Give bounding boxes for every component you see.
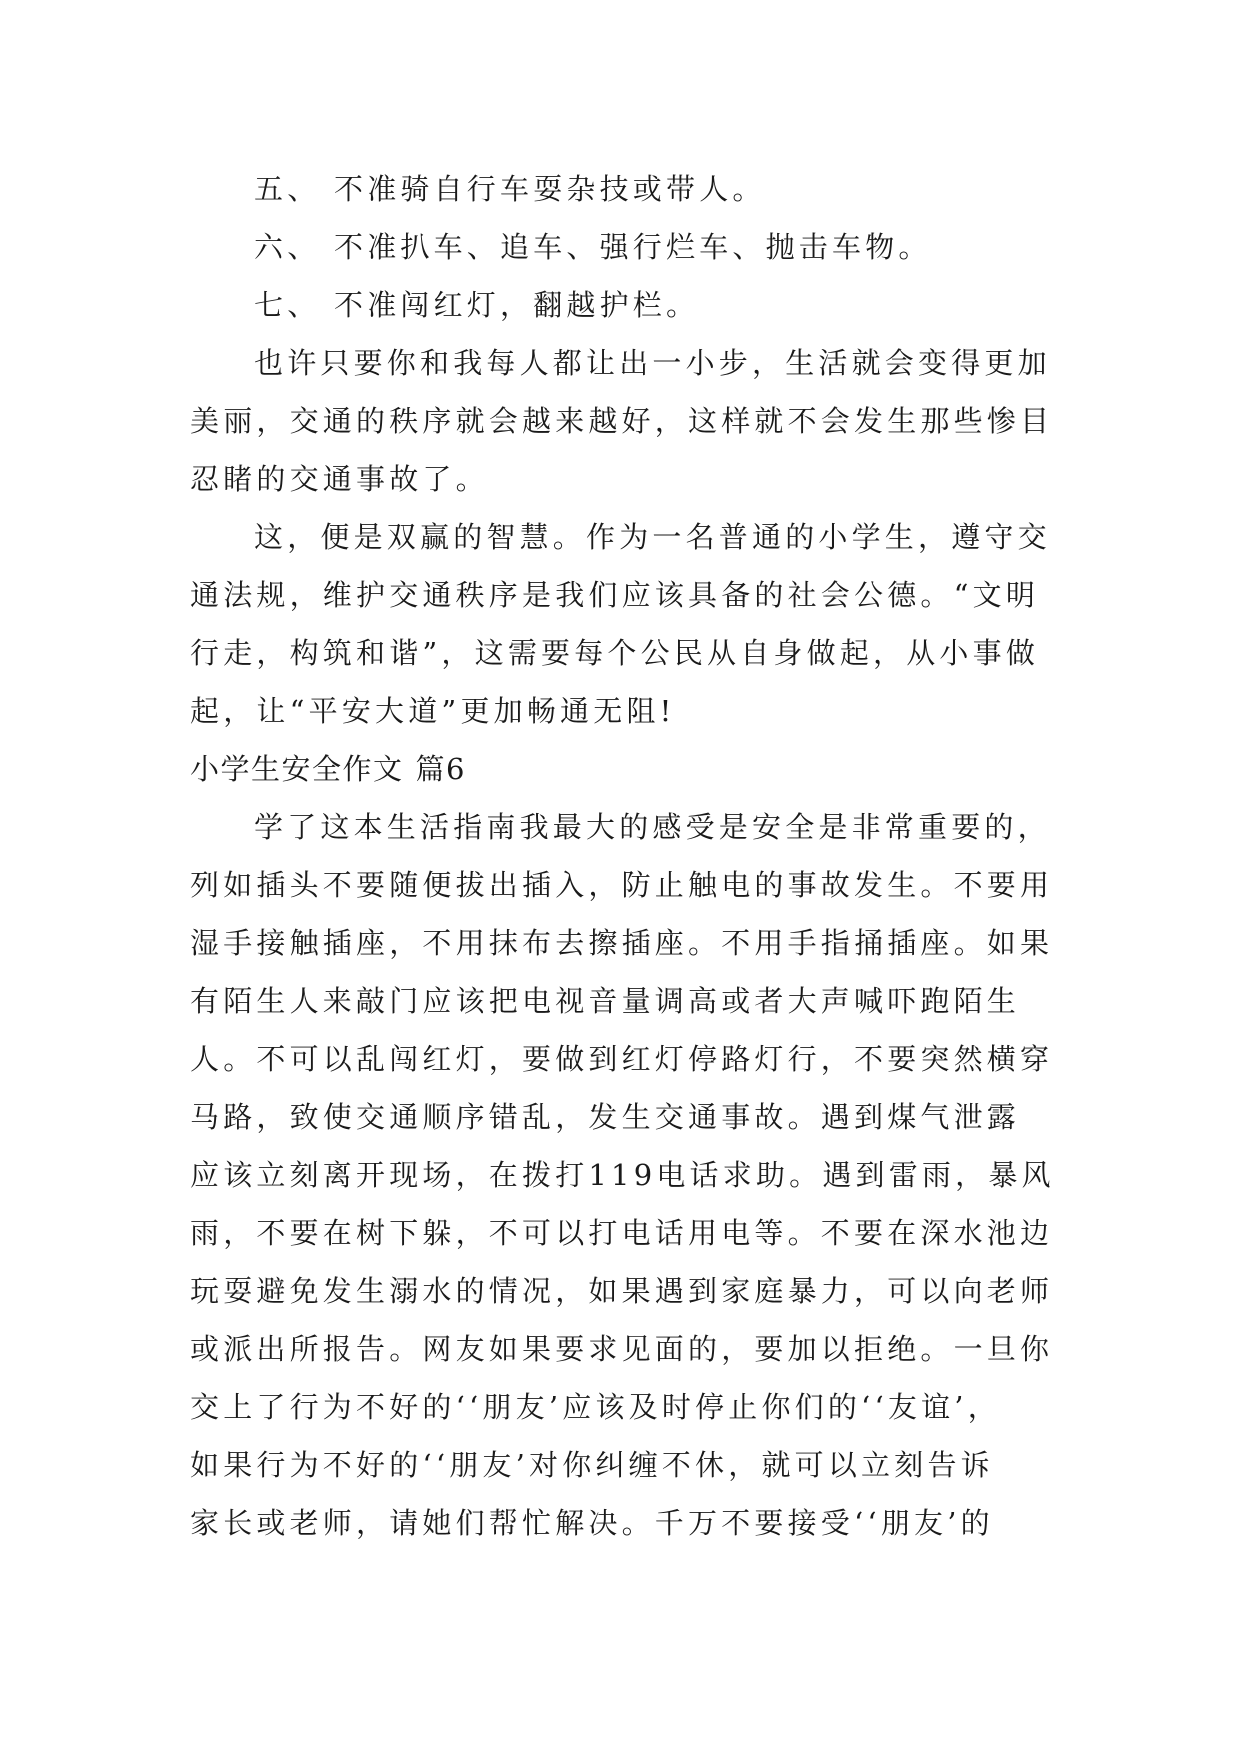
rule-text: 不准骑自行车耍杂技或带人。: [334, 172, 766, 206]
paragraph-line: 湿手接触插座，不用抹布去擦插座。不用手指捅插座。如果: [190, 926, 1054, 960]
section-heading: [190, 740, 1050, 798]
paragraph-line: 美丽，交通的秩序就会越来越好，这样就不会发生那些惨目: [190, 404, 1054, 438]
rule-text: 不准扒车、追车、强行烂车、抛击车物。: [334, 230, 932, 264]
rule-number: 七、: [254, 288, 321, 322]
paragraph-1: [190, 334, 1054, 508]
document-body: [190, 160, 1055, 1552]
paragraph-line: 这，便是双赢的智慧。作为一名普通的小学生，遵守交: [254, 520, 1051, 554]
paragraph-line: 交上了行为不好的‘‘朋友’应该及时停止你们的‘‘友谊’，: [190, 1390, 1001, 1424]
paragraph-line: 家长或老师，请她们帮忙解决。千万不要接受‘‘朋友’的: [190, 1506, 994, 1540]
rule-item-6: [190, 218, 1050, 276]
paragraph-line: 人。不可以乱闯红灯，要做到红灯停路灯行，不要突然横穿: [190, 1042, 1054, 1076]
paragraph-line: 有陌生人来敲门应该把电视音量调高或者大声喊吓跑陌生: [190, 984, 1021, 1018]
rule-text: 不准闯红灯，翻越护栏。: [334, 288, 700, 322]
paragraph-line: 雨，不要在树下躲，不可以打电话用电等。不要在深水池边: [190, 1216, 1054, 1250]
rule-item-7: [190, 276, 1050, 334]
paragraph-line: 或派出所报告。网友如果要求见面的，要加以拒绝。一旦你: [190, 1332, 1054, 1366]
paragraph-line: 如果行为不好的‘‘朋友’对你纠缠不休，就可以立刻告诉: [190, 1448, 994, 1482]
paragraph-line: 学了这本生活指南我最大的感受是安全是非常重要的，: [254, 810, 1051, 844]
rule-number: 五、: [254, 172, 321, 206]
paragraph-line: 起，让“平安大道”更加畅通无阻!: [190, 694, 676, 728]
paragraph-3: [190, 798, 1055, 1552]
paragraph-line: 通法规，维护交通秩序是我们应该具备的社会公德。“文明: [190, 578, 1040, 612]
heading-title: 小学生安全作文: [190, 752, 404, 786]
rule-item-5: [190, 160, 1050, 218]
paragraph-2: [190, 508, 1050, 740]
paragraph-line: 应该立刻离开现场，在拨打119电话求助。遇到雷雨，暴风: [190, 1158, 1055, 1192]
paragraph-line: 玩耍避免发生溺水的情况，如果遇到家庭暴力，可以向老师: [190, 1274, 1054, 1308]
paragraph-line: 忍睹的交通事故了。: [190, 462, 489, 496]
rule-number: 六、: [254, 230, 321, 264]
heading-number: 篇6: [415, 752, 466, 786]
paragraph-line: 行走，构筑和谐”，这需要每个公民从自身做起，从小事做: [190, 636, 1040, 670]
paragraph-line: 列如插头不要随便拔出插入，防止触电的事故发生。不要用: [190, 868, 1054, 902]
paragraph-line: 也许只要你和我每人都让出一小步，生活就会变得更加: [254, 346, 1051, 380]
paragraph-line: 马路，致使交通顺序错乱，发生交通事故。遇到煤气泄露: [190, 1100, 1021, 1134]
